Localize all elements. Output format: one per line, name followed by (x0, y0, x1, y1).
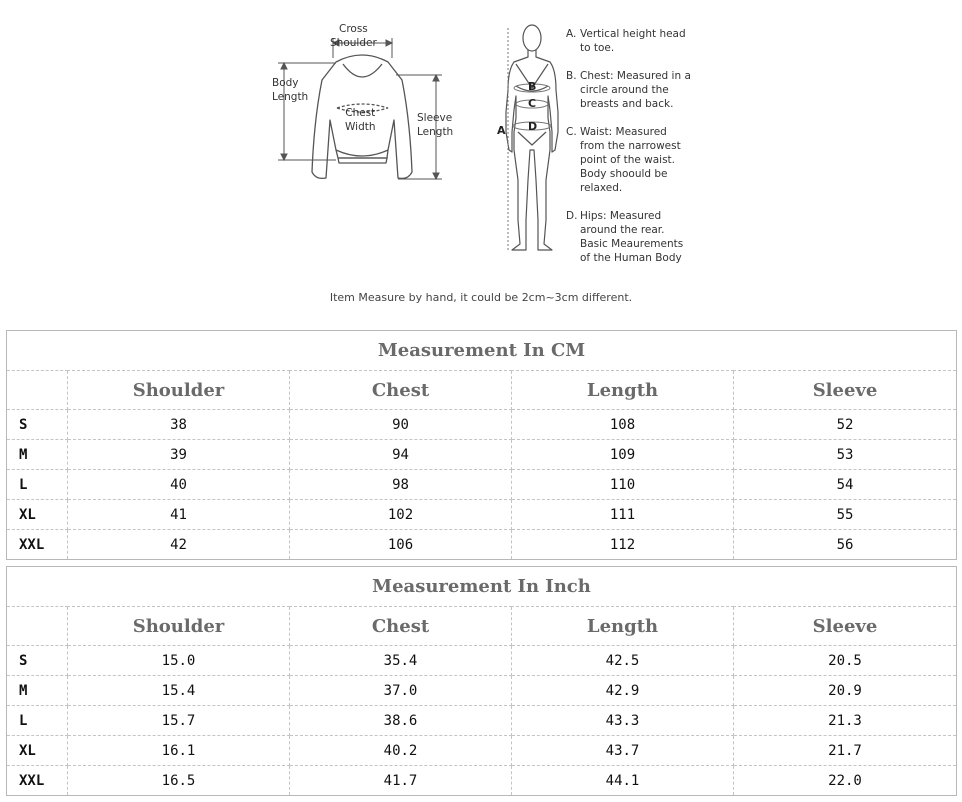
table-measurement-inch (6, 566, 957, 796)
table-row (7, 410, 957, 440)
note-a (566, 27, 706, 55)
table-row (7, 470, 957, 500)
shoulder-cell: 15.4 (68, 676, 290, 706)
shoulder-cell: 41 (68, 500, 290, 530)
column-header-sleeve: Sleeve (734, 607, 957, 646)
size-cell: XXL (7, 530, 68, 560)
table-title: Measurement In CM (7, 331, 957, 371)
table-row (7, 736, 957, 766)
measurement-guide-figure (0, 0, 962, 330)
column-header-length: Length (512, 607, 734, 646)
note-c (566, 125, 706, 195)
table-row (7, 676, 957, 706)
note-key: A. (566, 28, 577, 40)
body-letter-a: A (497, 124, 506, 137)
chest-cell: 94 (290, 440, 512, 470)
shoulder-cell: 40 (68, 470, 290, 500)
chest-width-label: Chest Width (345, 107, 376, 133)
sleeve-cell: 22.0 (734, 766, 957, 796)
size-cell: L (7, 470, 68, 500)
chest-cell: 90 (290, 410, 512, 440)
note-d (566, 209, 706, 265)
body-letter-d: D (528, 120, 538, 133)
chest-cell: 38.6 (290, 706, 512, 736)
table-measurement-cm (6, 330, 957, 560)
length-cell: 112 (512, 530, 734, 560)
chest-cell: 106 (290, 530, 512, 560)
size-cell: L (7, 706, 68, 736)
column-header-size (7, 607, 68, 646)
table-row (7, 706, 957, 736)
column-header-size (7, 371, 68, 410)
note-text: Vertical height head to toe. (580, 28, 686, 54)
length-cell: 42.5 (512, 646, 734, 676)
table-row (7, 440, 957, 470)
sleeve-cell: 20.9 (734, 676, 957, 706)
sleeve-cell: 56 (734, 530, 957, 560)
length-cell: 111 (512, 500, 734, 530)
shoulder-cell: 39 (68, 440, 290, 470)
sleeve-cell: 20.5 (734, 646, 957, 676)
note-text: Chest: Measured in a circle around the breasts and back. (580, 70, 691, 110)
sleeve-length-label: Sleeve Length (417, 112, 454, 138)
measure-caption: Item Measure by hand, it could be 2cm~3cm different. (329, 291, 633, 304)
column-header-shoulder: Shoulder (68, 371, 290, 410)
garment-and-body-drawing (0, 0, 962, 330)
sleeve-cell: 52 (734, 410, 957, 440)
note-key: B. (566, 70, 577, 82)
column-header-sleeve: Sleeve (734, 371, 957, 410)
note-key: D. (566, 210, 578, 222)
measurement-notes (566, 27, 706, 279)
table-row (7, 500, 957, 530)
sleeve-cell: 55 (734, 500, 957, 530)
size-cell: XL (7, 500, 68, 530)
sleeve-cell: 21.3 (734, 706, 957, 736)
chest-cell: 40.2 (290, 736, 512, 766)
length-cell: 110 (512, 470, 734, 500)
note-text: Waist: Measured from the narrowest point of the waist. Body shoould be relaxed. (580, 126, 681, 194)
length-cell: 43.7 (512, 736, 734, 766)
shoulder-cell: 16.5 (68, 766, 290, 796)
table-title: Measurement In Inch (7, 567, 957, 607)
size-cell: M (7, 676, 68, 706)
table-row (7, 766, 957, 796)
note-b (566, 69, 706, 111)
cross-shoulder-label: Cross Shoulder (330, 23, 377, 49)
note-text: Hips: Measured around the rear. Basic Meaurements of the Human Body (580, 210, 684, 264)
column-header-shoulder: Shoulder (68, 607, 290, 646)
human-body-drawing (506, 25, 558, 250)
length-cell: 42.9 (512, 676, 734, 706)
size-cell: XXL (7, 766, 68, 796)
chest-cell: 98 (290, 470, 512, 500)
size-cell: S (7, 646, 68, 676)
size-cell: M (7, 440, 68, 470)
chest-cell: 35.4 (290, 646, 512, 676)
chest-cell: 37.0 (290, 676, 512, 706)
column-header-chest: Chest (290, 607, 512, 646)
size-cell: S (7, 410, 68, 440)
chest-cell: 41.7 (290, 766, 512, 796)
length-cell: 43.3 (512, 706, 734, 736)
sleeve-cell: 53 (734, 440, 957, 470)
shoulder-cell: 15.0 (68, 646, 290, 676)
table-row (7, 530, 957, 560)
shoulder-cell: 16.1 (68, 736, 290, 766)
shoulder-cell: 38 (68, 410, 290, 440)
column-header-chest: Chest (290, 371, 512, 410)
shoulder-cell: 42 (68, 530, 290, 560)
column-header-length: Length (512, 371, 734, 410)
body-length-label: Body Length (272, 77, 309, 103)
size-cell: XL (7, 736, 68, 766)
shoulder-cell: 15.7 (68, 706, 290, 736)
length-cell: 108 (512, 410, 734, 440)
table-row (7, 646, 957, 676)
body-letter-c: C (528, 97, 537, 110)
sleeve-cell: 21.7 (734, 736, 957, 766)
note-key: C. (566, 126, 577, 138)
length-cell: 109 (512, 440, 734, 470)
body-letter-b: B (528, 80, 537, 93)
chest-cell: 102 (290, 500, 512, 530)
sleeve-cell: 54 (734, 470, 957, 500)
length-cell: 44.1 (512, 766, 734, 796)
